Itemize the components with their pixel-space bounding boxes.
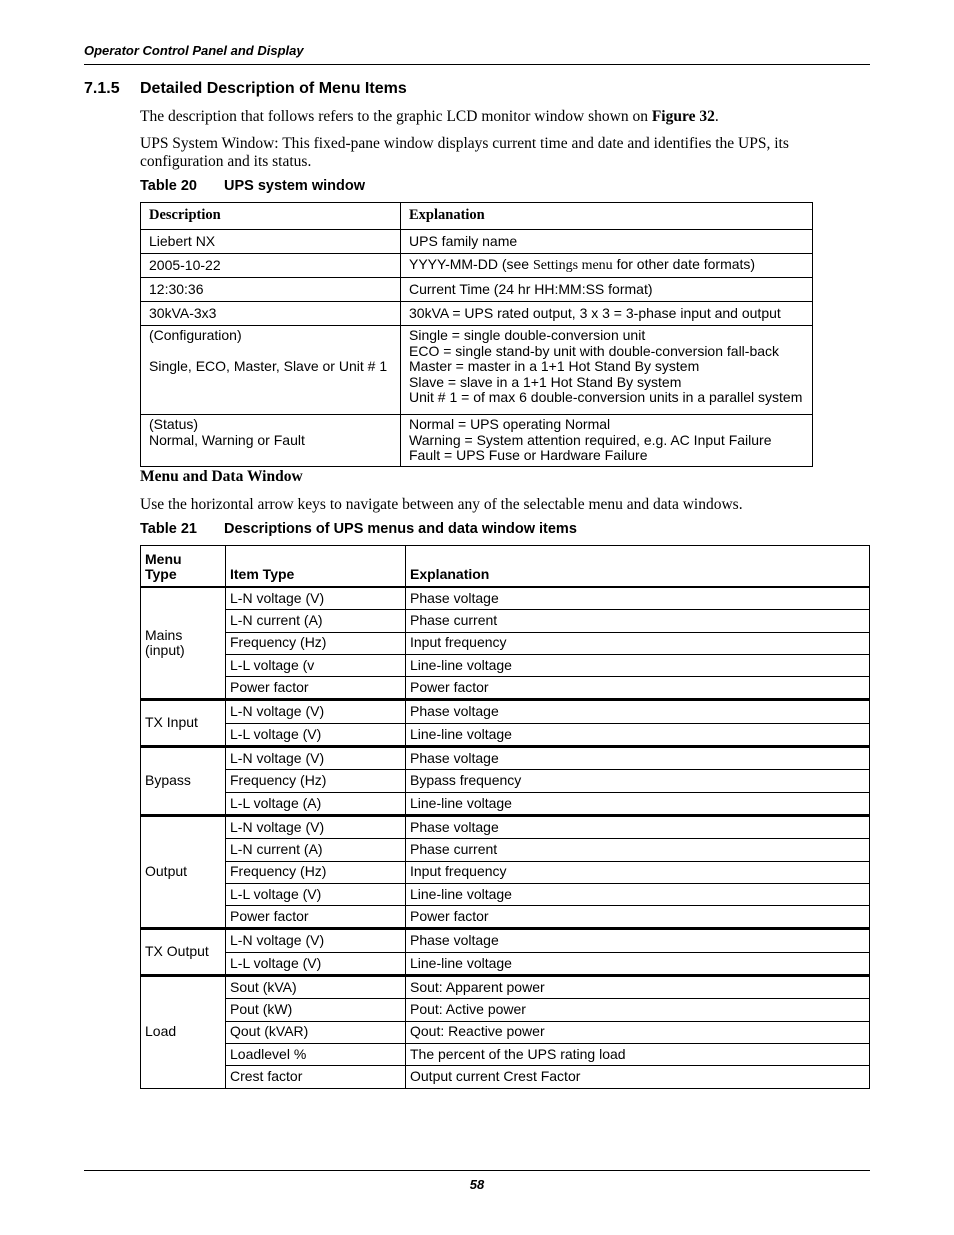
table-row-configuration <box>141 326 813 415</box>
ups-window-paragraph: UPS System Window: This fixed-pane window displays current time and date and identifies the UPS, its configuration and its status. <box>140 135 789 170</box>
page-number: 58 <box>469 1177 485 1192</box>
table-row <box>141 999 870 1021</box>
cell-explanation: Phase voltage <box>406 815 870 838</box>
cell-explanation: Line-line voltage <box>406 952 870 975</box>
cell-explanation <box>401 414 813 466</box>
table-row <box>141 700 870 723</box>
menu-type-line: (input) <box>145 642 185 659</box>
table-row <box>141 230 813 254</box>
cell-explanation <box>401 326 813 415</box>
section-heading <box>84 80 407 98</box>
cell-item-type: Loadlevel % <box>226 1043 406 1065</box>
cell-explanation: Current Time (24 hr HH:MM:SS format) <box>401 278 813 302</box>
table-row <box>141 883 870 905</box>
table-row <box>141 792 870 815</box>
table-row <box>141 254 813 278</box>
table-row <box>141 1043 870 1065</box>
header-menu-type <box>141 546 226 588</box>
table-row <box>141 654 870 676</box>
cell-explanation: Phase current <box>406 610 870 632</box>
cell-line: Unit # 1 = of max 6 double-conversion units in a parallel system <box>409 389 803 406</box>
cell-explanation: 30kVA = UPS rated output, 3 x 3 = 3-phase input and output <box>401 302 813 326</box>
cell-item-type: L-L voltage (v <box>226 654 406 676</box>
figure-reference-link[interactable]: Figure 32 <box>651 108 715 125</box>
cell-line: (Configuration) <box>149 327 242 343</box>
table-row <box>141 1021 870 1043</box>
cell-item-type: L-N current (A) <box>226 610 406 632</box>
cell-menu-type <box>141 747 226 816</box>
table-row <box>141 770 870 792</box>
table-row <box>141 976 870 999</box>
table21-caption-number: Table 21 <box>140 521 197 537</box>
cell-menu-type <box>141 700 226 747</box>
header-description: Description <box>141 203 401 230</box>
cell-item-type: L-L voltage (A) <box>226 792 406 815</box>
cell-item-type: L-N voltage (V) <box>226 747 406 770</box>
table-row <box>141 952 870 975</box>
cell-item-type: Pout (kW) <box>226 999 406 1021</box>
cell-line: Fault = UPS Fuse or Hardware Failure <box>409 447 648 464</box>
intro-text-end: . <box>714 108 719 125</box>
table21-body <box>141 587 870 1088</box>
cell-explanation: UPS family name <box>401 230 813 254</box>
cell-item-type: L-N voltage (V) <box>226 815 406 838</box>
cell-item-type: L-N voltage (V) <box>226 700 406 723</box>
cell-item-type: Frequency (Hz) <box>226 861 406 883</box>
cell-spacer <box>409 406 804 412</box>
cell-explanation: Phase current <box>406 839 870 861</box>
running-header: Operator Control Panel and Display <box>84 43 304 58</box>
header-line: Type <box>145 566 177 583</box>
cell-menu-type <box>141 815 226 928</box>
section-title: Detailed Description of Menu Items <box>140 80 407 97</box>
cell-text: YYYY-MM-DD (see <box>409 256 533 273</box>
cell-line: Warning = System attention required, e.g. AC Input Failure <box>409 431 772 448</box>
cell-explanation: Power factor <box>406 906 870 929</box>
table-row <box>141 929 870 952</box>
table-header-row <box>141 203 813 230</box>
cell-description <box>141 414 401 466</box>
cell-item-type: Power factor <box>226 906 406 929</box>
cell-description: Liebert NX <box>141 230 401 254</box>
cell-explanation: The percent of the UPS rating load <box>406 1043 870 1065</box>
header-explanation: Explanation <box>401 203 813 230</box>
cell-spacer <box>149 344 392 359</box>
cell-explanation: Phase voltage <box>406 700 870 723</box>
table-header-row <box>141 546 870 588</box>
cell-menu-type <box>141 929 226 976</box>
cell-explanation: Sout: Apparent power <box>406 976 870 999</box>
table-row <box>141 587 870 610</box>
table-row <box>141 839 870 861</box>
cell-explanation: Bypass frequency <box>406 770 870 792</box>
menu-type-line: Load <box>145 1023 177 1040</box>
cell-explanation: Qout: Reactive power <box>406 1021 870 1043</box>
cell-line: Single = single double-conversion unit <box>409 327 646 343</box>
table-row <box>141 861 870 883</box>
cell-explanation: Line-line voltage <box>406 883 870 905</box>
cell-explanation: Phase voltage <box>406 587 870 610</box>
cell-explanation: Line-line voltage <box>406 654 870 676</box>
cell-line: Master = master in a 1+1 Hot Stand By system <box>409 358 700 375</box>
cell-explanation <box>401 254 813 278</box>
table-row <box>141 747 870 770</box>
table-row <box>141 610 870 632</box>
header-explanation: Explanation <box>406 546 870 588</box>
cell-line: Normal, Warning or Fault <box>149 431 305 448</box>
table-row <box>141 632 870 654</box>
cell-item-type: Qout (kVAR) <box>226 1021 406 1043</box>
settings-menu-reference-link[interactable]: Settings menu <box>532 258 613 274</box>
cell-description: 2005-10-22 <box>141 254 401 278</box>
cell-line: Normal = UPS operating Normal <box>409 415 611 432</box>
table21-caption <box>140 521 577 537</box>
table-row-status <box>141 414 813 466</box>
table20-caption <box>140 178 365 194</box>
table20-caption-number: Table 20 <box>140 178 197 194</box>
footer-rule <box>84 1170 870 1171</box>
menu-data-heading: Menu and Data Window <box>140 468 303 485</box>
cell-menu-type <box>141 976 226 1088</box>
table-row <box>141 302 813 326</box>
table-row <box>141 815 870 838</box>
table-row <box>141 723 870 746</box>
cell-item-type: L-N voltage (V) <box>226 587 406 610</box>
cell-item-type: L-N voltage (V) <box>226 929 406 952</box>
menu-type-line: Output <box>145 863 188 880</box>
cell-explanation: Phase voltage <box>406 747 870 770</box>
table-row <box>141 1066 870 1088</box>
table21-menus-data-items <box>140 545 870 1089</box>
cell-line: (Status) <box>149 415 199 432</box>
cell-explanation: Line-line voltage <box>406 792 870 815</box>
menu-type-line: Mains <box>145 626 183 643</box>
header-line: Menu <box>145 550 182 567</box>
cell-item-type: Frequency (Hz) <box>226 632 406 654</box>
cell-line: Single, ECO, Master, Slave or Unit # 1 <box>149 357 388 374</box>
header-item-type: Item Type <box>226 546 406 588</box>
cell-explanation: Input frequency <box>406 632 870 654</box>
cell-item-type: L-L voltage (V) <box>226 723 406 746</box>
intro-text: The description that follows refers to the graphic LCD monitor window shown on <box>140 108 652 125</box>
cell-explanation: Pout: Active power <box>406 999 870 1021</box>
cell-item-type: Frequency (Hz) <box>226 770 406 792</box>
intro-paragraph <box>140 108 870 126</box>
section-number: 7.1.5 <box>84 80 120 97</box>
cell-item-type: L-L voltage (V) <box>226 952 406 975</box>
cell-explanation: Phase voltage <box>406 929 870 952</box>
menu-type-line: TX Input <box>145 714 198 731</box>
table-row <box>141 677 870 700</box>
cell-description <box>141 326 401 415</box>
cell-menu-type <box>141 587 226 700</box>
table-row <box>141 906 870 929</box>
table21-caption-title: Descriptions of UPS menus and data window items <box>224 521 577 537</box>
table-row <box>141 278 813 302</box>
header-rule <box>84 64 870 65</box>
cell-item-type: Power factor <box>226 677 406 700</box>
table20-caption-title: UPS system window <box>224 178 366 194</box>
table20-ups-system-window <box>140 202 813 467</box>
menu-data-paragraph: Use the horizontal arrow keys to navigate between any of the selectable menu and data windows. <box>140 496 743 513</box>
cell-description: 12:30:36 <box>141 278 401 302</box>
cell-explanation: Output current Crest Factor <box>406 1066 870 1088</box>
cell-explanation: Input frequency <box>406 861 870 883</box>
cell-item-type: Sout (kVA) <box>226 976 406 999</box>
cell-line: Slave = slave in a 1+1 Hot Stand By system <box>409 373 682 390</box>
cell-description: 30kVA-3x3 <box>141 302 401 326</box>
cell-item-type: Crest factor <box>226 1066 406 1088</box>
menu-type-line: Bypass <box>145 772 191 789</box>
cell-explanation: Power factor <box>406 677 870 700</box>
cell-item-type: L-N current (A) <box>226 839 406 861</box>
cell-explanation: Line-line voltage <box>406 723 870 746</box>
menu-type-line: TX Output <box>145 943 209 960</box>
cell-line: ECO = single stand-by unit with double-conversion fall-back <box>409 342 780 359</box>
cell-text: for other date formats) <box>612 256 756 273</box>
cell-item-type: L-L voltage (V) <box>226 883 406 905</box>
